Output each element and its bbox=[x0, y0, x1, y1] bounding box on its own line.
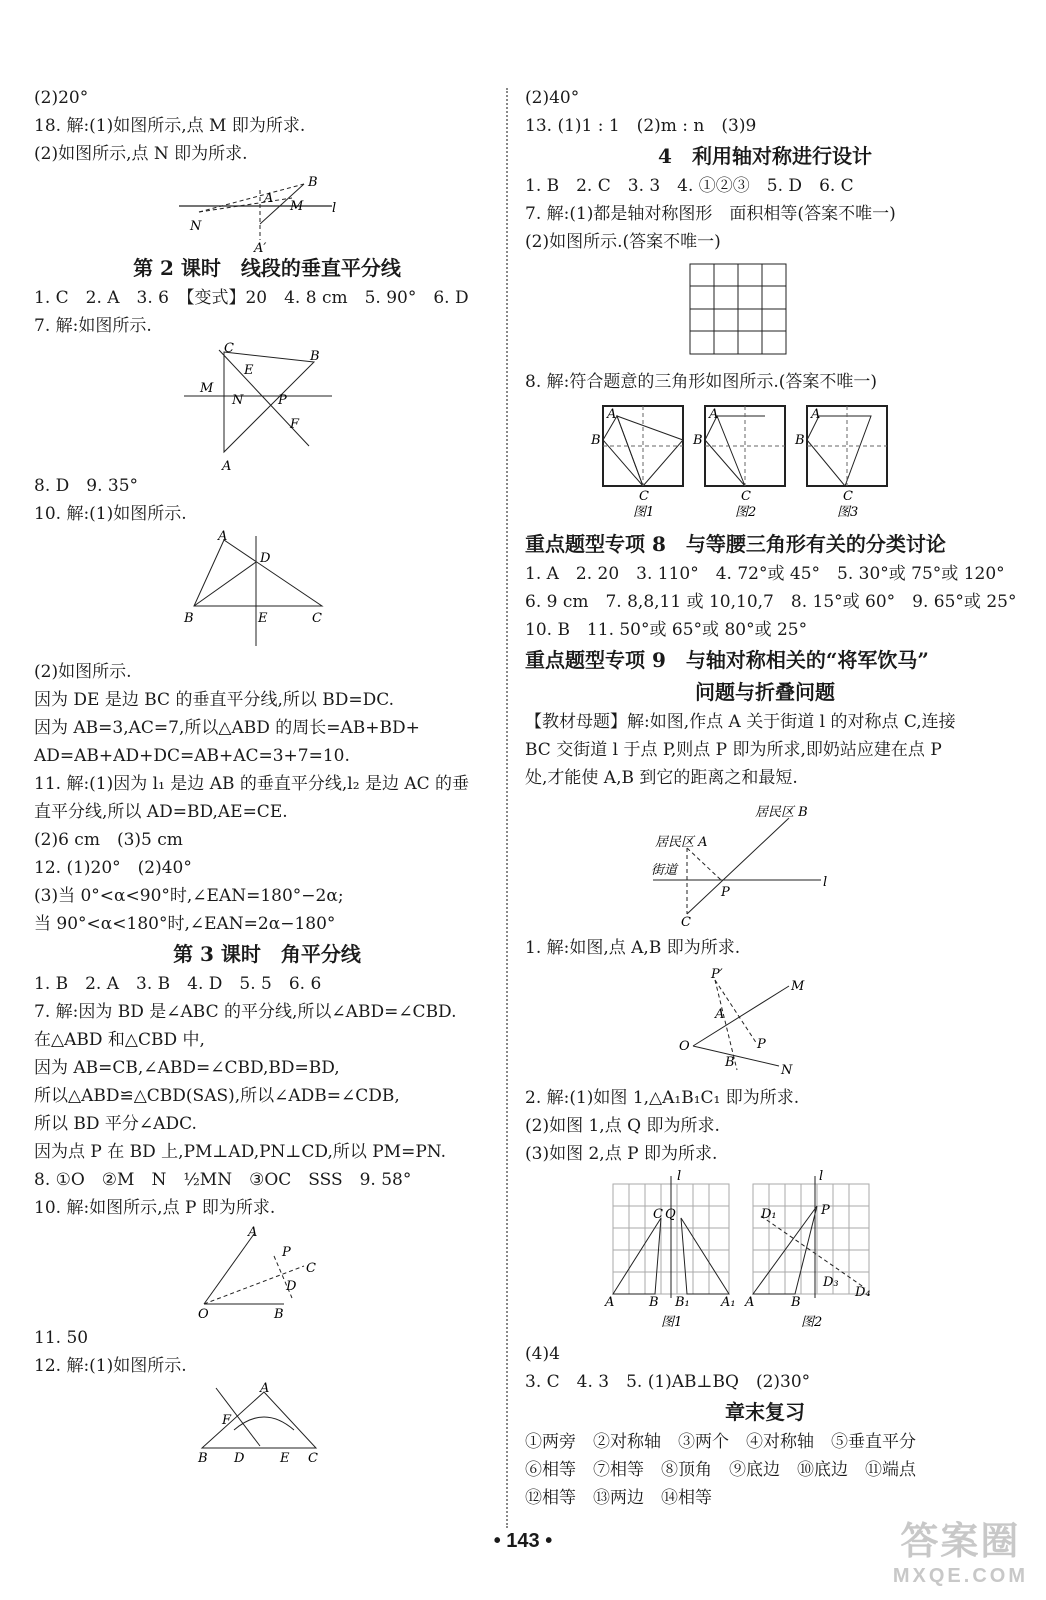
svg-text:D₃: D₃ bbox=[823, 1275, 839, 1290]
svg-text:C: C bbox=[312, 611, 322, 626]
svg-text:D₄: D₄ bbox=[855, 1285, 871, 1300]
answer-line: (3)如图 2,点 P 即为所求. bbox=[525, 1144, 718, 1164]
answer-line: 11. 解:(1)因为 l₁ 是边 AB 的垂直平分线,l₂ 是边 AC 的垂 bbox=[34, 774, 470, 794]
svg-text:A: A bbox=[248, 1225, 258, 1240]
answer-line: AD=AB+AD+DC=AB+AC=3+7=10. bbox=[34, 746, 350, 766]
svg-text:O: O bbox=[198, 1307, 209, 1322]
svg-text:M: M bbox=[290, 199, 304, 214]
svg-text:P′: P′ bbox=[711, 967, 723, 982]
watermark-logo: 答案圈 MXQE.COM bbox=[892, 1521, 1028, 1587]
svg-text:Q: Q bbox=[665, 1207, 676, 1222]
answer-line: 8. 解:符合题意的三角形如图所示.(答案不唯一) bbox=[525, 372, 878, 392]
fig-label-2: 图2 bbox=[735, 505, 757, 520]
answer-line: 11. 50 bbox=[34, 1328, 89, 1348]
answer-line: 12. (1)20° (2)40° bbox=[34, 858, 192, 878]
answer-line: 18. 解:(1)如图所示,点 M 即为所求. bbox=[34, 116, 306, 136]
svg-text:C: C bbox=[224, 341, 234, 356]
section-heading: 问题与折叠问题 bbox=[695, 680, 835, 704]
answer-line: 因为点 P 在 BD 上,PM⊥AD,PN⊥CD,所以 PM=PN. bbox=[34, 1142, 446, 1162]
answer-line: 6. 9 cm 7. 8,8,11 或 10,10,7 8. 15°或 60° 9. 65°或 25° bbox=[525, 592, 1017, 612]
svg-text:B: B bbox=[308, 175, 318, 190]
svg-text:A′: A′ bbox=[254, 241, 267, 256]
svg-text:A: A bbox=[264, 191, 274, 206]
answer-line: 7. 解:因为 BD 是∠ABC 的平分线,所以∠ABD=∠CBD. bbox=[34, 1002, 457, 1022]
svg-text:A: A bbox=[218, 529, 228, 544]
svg-text:B: B bbox=[591, 433, 601, 448]
svg-text:D: D bbox=[260, 551, 271, 566]
svg-text:F: F bbox=[222, 1413, 232, 1428]
svg-text:B₁: B₁ bbox=[675, 1295, 690, 1310]
figure-grids bbox=[525, 1169, 1005, 1336]
svg-text:E: E bbox=[258, 611, 268, 626]
svg-text:B: B bbox=[184, 611, 194, 626]
answer-line: 所以 BD 平分∠ADC. bbox=[34, 1114, 197, 1134]
svg-text:B: B bbox=[791, 1295, 801, 1310]
left-column bbox=[34, 84, 500, 1464]
answer-line: 13. (1)1 : 1 (2)m : n (3)9 bbox=[525, 116, 757, 136]
svg-text:B: B bbox=[274, 1307, 284, 1322]
answer-line: 直平分线,所以 AD=BD,AE=CE. bbox=[34, 802, 288, 822]
figure-left-10 bbox=[34, 1226, 500, 1320]
answer-line: 7. 解:如图所示. bbox=[34, 316, 152, 336]
answer-line: (2)20° bbox=[34, 88, 89, 108]
answer-line: 【教材母题】解:如图,作点 A 关于街道 l 的对称点 C,连接 bbox=[525, 712, 956, 732]
answer-line: (2)如图所示,点 N 即为所求. bbox=[34, 144, 248, 164]
svg-text:C: C bbox=[306, 1261, 316, 1276]
svg-text:l: l bbox=[677, 1169, 682, 1184]
svg-text:A: A bbox=[715, 1007, 725, 1022]
svg-text:C: C bbox=[653, 1207, 663, 1222]
answer-line: 处,才能使 A,B 到它的距离之和最短. bbox=[525, 768, 798, 788]
svg-text:B: B bbox=[198, 1451, 208, 1466]
svg-text:N: N bbox=[781, 1063, 793, 1078]
answer-line: 8. ①O ②M N ½MN ③OC SSS 9. 58° bbox=[34, 1170, 412, 1190]
answer-line: (2)如图 1,点 Q 即为所求. bbox=[525, 1116, 720, 1136]
svg-text:E: E bbox=[280, 1451, 290, 1466]
figure-10 bbox=[34, 529, 500, 654]
svg-text:C: C bbox=[308, 1451, 318, 1466]
svg-text:C: C bbox=[681, 915, 691, 930]
answer-line: 1. 解:如图,点 A,B 即为所求. bbox=[525, 938, 741, 958]
answer-line: (3)当 0°<α<90°时,∠EAN=180°−2α; bbox=[34, 886, 344, 906]
svg-text:D₁: D₁ bbox=[761, 1207, 777, 1222]
svg-text:A: A bbox=[260, 1381, 270, 1396]
svg-text:居民区 A: 居民区 A bbox=[655, 835, 708, 850]
section-heading: 4 利用轴对称进行设计 bbox=[658, 144, 872, 168]
svg-text:A: A bbox=[607, 407, 617, 422]
fig-label-1: 图1 bbox=[633, 505, 655, 520]
answer-line: (2)如图所示. bbox=[34, 662, 132, 682]
answer-line: 1. B 2. C 3. 3 4. ①②③ 5. D 6. C bbox=[525, 176, 854, 196]
answer-line: 所以△ABD≌△CBD(SAS),所以∠ADB=∠CDB, bbox=[34, 1086, 400, 1106]
svg-text:D: D bbox=[286, 1279, 297, 1294]
answer-line: ⑫相等 ⑬两边 ⑭相等 bbox=[525, 1488, 712, 1508]
section-heading: 章末复习 bbox=[725, 1400, 805, 1424]
figure-7 bbox=[34, 341, 500, 474]
svg-text:D: D bbox=[234, 1451, 245, 1466]
answer-line: 在△ABD 和△CBD 中, bbox=[34, 1030, 205, 1050]
answer-line: 10. 解:如图所示,点 P 即为所求. bbox=[34, 1198, 276, 1218]
svg-text:街道: 街道 bbox=[651, 863, 678, 878]
figure-18 bbox=[34, 172, 500, 256]
svg-text:C: C bbox=[843, 489, 853, 504]
svg-text:B: B bbox=[649, 1295, 659, 1310]
svg-text:P: P bbox=[821, 1203, 830, 1218]
svg-text:B: B bbox=[693, 433, 703, 448]
answer-line: 2. 解:(1)如图 1,△A₁B₁C₁ 即为所求. bbox=[525, 1088, 800, 1108]
svg-text:A: A bbox=[605, 1295, 615, 1310]
column-divider bbox=[506, 88, 508, 1528]
figure-12 bbox=[34, 1381, 500, 1466]
right-column bbox=[525, 84, 1017, 1512]
svg-text:A: A bbox=[709, 407, 719, 422]
answer-line: 3. C 4. 3 5. (1)AB⊥BQ (2)30° bbox=[525, 1372, 811, 1392]
answer-line: ①两旁 ②对称轴 ③两个 ④对称轴 ⑤垂直平分 bbox=[525, 1432, 916, 1452]
answer-line: 1. A 2. 20 3. 110° 4. 72°或 45° 5. 30°或 75°或 120° bbox=[525, 564, 1005, 584]
svg-text:N: N bbox=[232, 393, 244, 408]
svg-text:P: P bbox=[278, 393, 287, 408]
figure-street bbox=[525, 796, 1005, 930]
svg-text:l: l bbox=[819, 1169, 824, 1184]
svg-text:F: F bbox=[290, 417, 300, 432]
svg-text:A: A bbox=[745, 1295, 755, 1310]
svg-text:N: N bbox=[190, 219, 202, 234]
answer-line: (2)40° bbox=[525, 88, 580, 108]
section-heading: 重点题型专项 8 与等腰三角形有关的分类讨论 bbox=[525, 532, 946, 556]
svg-text:M: M bbox=[200, 381, 214, 396]
svg-text:l: l bbox=[332, 201, 337, 216]
answer-line: 1. B 2. A 3. B 4. D 5. 5 6. 6 bbox=[34, 974, 322, 994]
fig-label-3: 图3 bbox=[837, 505, 859, 520]
answer-line: 10. B 11. 50°或 65°或 80°或 25° bbox=[525, 620, 808, 640]
svg-text:O: O bbox=[679, 1039, 690, 1054]
figure-triangles bbox=[525, 400, 1005, 524]
section-heading: 重点题型专项 9 与轴对称相关的“将军饮马” bbox=[525, 648, 929, 672]
page-number: • 143 • bbox=[493, 1530, 553, 1552]
answer-line: 7. 解:(1)都是轴对称图形 面积相等(答案不唯一) bbox=[525, 204, 896, 224]
answer-line: (2)6 cm (3)5 cm bbox=[34, 830, 183, 850]
svg-text:B: B bbox=[310, 349, 320, 364]
answer-line: 因为 AB=CB,∠ABD=∠CBD,BD=BD, bbox=[34, 1058, 340, 1078]
svg-text:M: M bbox=[791, 979, 805, 994]
section-heading: 第 2 课时 线段的垂直平分线 bbox=[133, 256, 401, 280]
svg-text:l: l bbox=[823, 875, 828, 890]
answer-line: 8. D 9. 35° bbox=[34, 476, 139, 496]
svg-text:C: C bbox=[741, 489, 751, 504]
svg-text:图1: 图1 bbox=[661, 1315, 683, 1330]
svg-text:P: P bbox=[282, 1245, 291, 1260]
answer-line: 10. 解:(1)如图所示. bbox=[34, 504, 187, 524]
answer-line: ⑥相等 ⑦相等 ⑧顶角 ⑨底边 ⑩底边 ⑪端点 bbox=[525, 1460, 916, 1480]
answer-line: 当 90°<α<180°时,∠EAN=2α−180° bbox=[34, 914, 336, 934]
figure-grid-design bbox=[525, 260, 1005, 364]
svg-text:居民区 B: 居民区 B bbox=[755, 805, 808, 820]
answer-line: 1. C 2. A 3. 6 【变式】20 4. 8 cm 5. 90° 6. D bbox=[34, 288, 469, 308]
svg-text:图2: 图2 bbox=[801, 1315, 823, 1330]
svg-text:A: A bbox=[811, 407, 821, 422]
answer-line: BC 交街道 l 于点 P,则点 P 即为所求,即奶站应建在点 P bbox=[525, 740, 942, 760]
figure-angle bbox=[525, 966, 1005, 1080]
svg-text:A₁: A₁ bbox=[721, 1295, 736, 1310]
svg-text:C: C bbox=[639, 489, 649, 504]
answer-line: (2)如图所示.(答案不唯一) bbox=[525, 232, 721, 252]
answer-line: (4)4 bbox=[525, 1344, 560, 1364]
svg-text:P: P bbox=[721, 885, 730, 900]
answer-line: 因为 DE 是边 BC 的垂直平分线,所以 BD=DC. bbox=[34, 690, 395, 710]
answer-line: 12. 解:(1)如图所示. bbox=[34, 1356, 187, 1376]
svg-text:B: B bbox=[795, 433, 805, 448]
answer-line: 因为 AB=3,AC=7,所以△ABD 的周长=AB+BD+ bbox=[34, 718, 420, 738]
svg-text:E: E bbox=[244, 363, 254, 378]
svg-text:P: P bbox=[757, 1037, 766, 1052]
section-heading: 第 3 课时 角平分线 bbox=[173, 942, 361, 966]
svg-text:B: B bbox=[725, 1055, 735, 1070]
svg-text:A: A bbox=[222, 459, 232, 474]
